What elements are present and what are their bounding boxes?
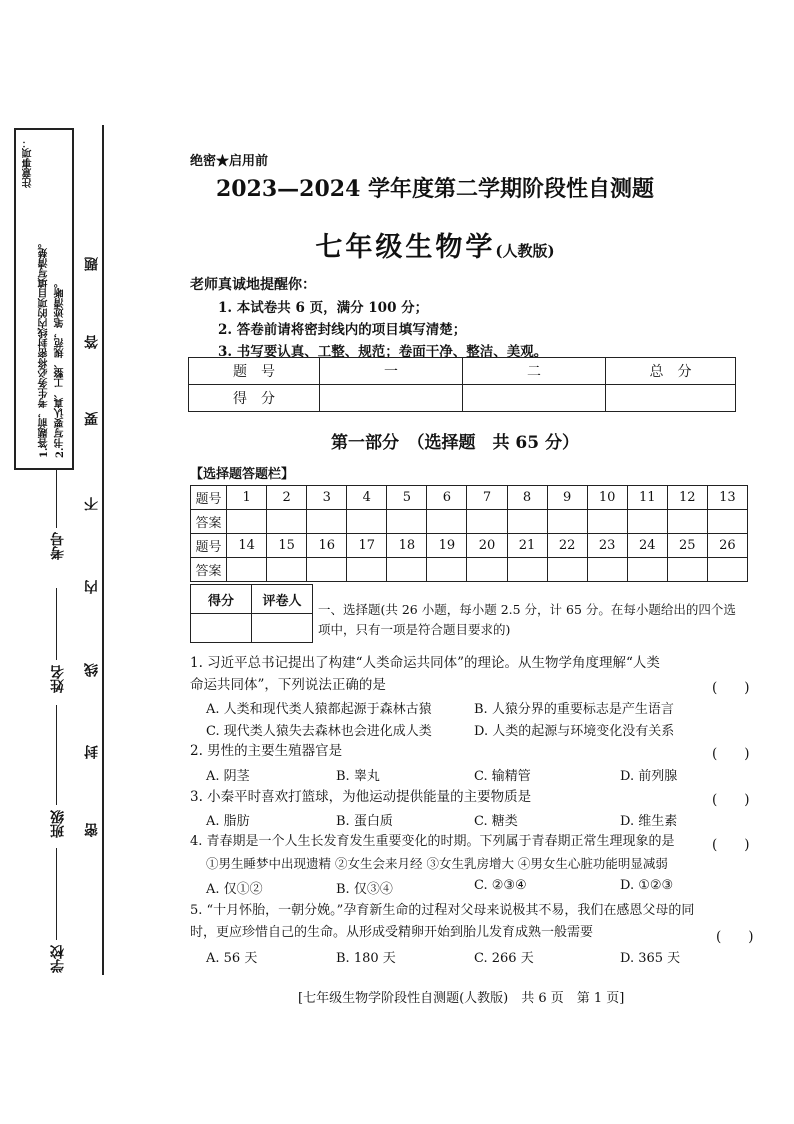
option-b: B. 睾丸 <box>336 769 380 784</box>
seal-char: 线 <box>84 663 100 677</box>
score-col-header: 一 <box>320 358 463 385</box>
seal-char: 题 <box>84 257 100 271</box>
edition-label: (人教版) <box>495 242 555 260</box>
option-b: B. 人猿分界的重要标志是产生语言 <box>474 702 674 717</box>
seal-char: 要 <box>84 412 100 426</box>
grid-qnum: 18 <box>387 534 427 558</box>
grid-qnum: 19 <box>427 534 467 558</box>
option-b: B. 仅③④ <box>336 882 393 897</box>
part1-instructions: 一、选择题(共 26 小题，每小题 2.5 分，计 65 分。在每小题给出的四个选项中，只有一项是符合题目要求的) <box>318 602 736 637</box>
answer-cell[interactable] <box>427 558 467 582</box>
grid-qnum: 4 <box>347 486 387 510</box>
answer-cell[interactable] <box>227 510 267 534</box>
grid-label: 题号 <box>191 486 227 510</box>
grid-label: 题号 <box>191 534 227 558</box>
answer-cell[interactable] <box>587 558 627 582</box>
section-title: 第一部分 （选择题 共 65 分） <box>331 433 579 453</box>
answer-cell[interactable] <box>587 510 627 534</box>
grid-qnum: 21 <box>507 534 547 558</box>
answer-cell[interactable] <box>387 510 427 534</box>
option-b: B. 180 天 <box>336 951 396 966</box>
option-a: A. 脂肪 <box>206 814 250 829</box>
class-label: 班级 <box>50 810 66 838</box>
grid-qnum: 5 <box>387 486 427 510</box>
answer-paren[interactable]: ( ) <box>712 792 750 808</box>
grader-name-cell[interactable] <box>252 614 313 643</box>
notice-line-2: 2.书写要认真、工整、规范，笔迹清晰。 <box>55 277 66 458</box>
option-c: C. ②③④ <box>474 878 527 893</box>
option-a: A. 56 天 <box>206 951 258 966</box>
grid-qnum: 3 <box>307 486 347 510</box>
confidential-mark: 绝密★启用前 <box>190 154 269 169</box>
answer-cell[interactable] <box>267 558 307 582</box>
school-blank[interactable] <box>56 848 57 940</box>
seal-char: 封 <box>84 745 100 759</box>
grid-qnum: 12 <box>667 486 707 510</box>
grid-label: 答案 <box>191 558 227 582</box>
grid-qnum: 23 <box>587 534 627 558</box>
grid-label: 答案 <box>191 510 227 534</box>
grid-qnum: 25 <box>667 534 707 558</box>
grid-qnum: 17 <box>347 534 387 558</box>
answer-cell[interactable] <box>387 558 427 582</box>
subject-name: 七年级生物学 <box>315 232 496 263</box>
answer-paren[interactable]: ( ) <box>712 837 750 853</box>
class-blank[interactable] <box>56 705 57 805</box>
question-stem: 4. 青春期是一个人生长发育发生重要变化的时期。下列属于青春期正常生理现象的是 <box>190 834 675 849</box>
seal-char: 密 <box>84 823 100 837</box>
question-stem: 3. 小秦平时喜欢打篮球，为他运动提供能量的主要物质是 <box>190 789 532 805</box>
grader-box <box>190 584 313 643</box>
option-d: D. 维生素 <box>620 814 678 829</box>
grid-qnum: 2 <box>267 486 307 510</box>
option-c: C. 糖类 <box>474 814 518 829</box>
answer-cell[interactable] <box>707 510 747 534</box>
option-c: C. 输精管 <box>474 769 531 784</box>
grid-qnum: 9 <box>547 486 587 510</box>
reminder-note: 1. 本试卷共 6 页，满分 100 分； <box>218 300 429 316</box>
answer-paren[interactable]: ( ) <box>716 929 754 945</box>
score-row-label: 题 号 <box>189 358 320 385</box>
notice-line-1: 1.答题前，考生务必将密封线内的项目填写清楚。 <box>39 237 50 458</box>
answer-grid-answer-row <box>191 558 748 582</box>
score-cell[interactable] <box>606 385 736 412</box>
option-b: B. 蛋白质 <box>336 814 393 829</box>
answer-cell[interactable] <box>667 558 707 582</box>
answer-cell[interactable] <box>347 510 387 534</box>
reminder-note: 3. 书写要认真、工整、规范；卷面干净、整洁、美观。 <box>218 344 548 360</box>
question-stem: 1. 习近平总书记提出了构建“人类命运共同体”的理论。从生物学角度理解“人类命运共同体”，下列说法正确的是 <box>190 655 660 693</box>
grid-qnum: 11 <box>627 486 667 510</box>
answer-cell[interactable] <box>507 558 547 582</box>
grid-qnum: 24 <box>627 534 667 558</box>
grid-qnum: 20 <box>467 534 507 558</box>
score-row-label: 得 分 <box>189 385 320 412</box>
answer-paren[interactable]: ( ) <box>712 746 750 762</box>
answer-cell[interactable] <box>267 510 307 534</box>
grid-qnum: 8 <box>507 486 547 510</box>
page-footer: [七年级生物学阶段性自测题(人教版) 共 6 页 第 1 页] <box>298 991 625 1006</box>
answer-paren[interactable]: ( ) <box>712 680 750 696</box>
option-c: C. 266 天 <box>474 951 534 966</box>
seal-char: 内 <box>84 580 100 594</box>
school-label: 学校 <box>50 945 66 973</box>
grid-qnum: 6 <box>427 486 467 510</box>
option-c: C. 现代类人猿失去森林也会进化成人类 <box>206 724 432 739</box>
answer-grid <box>190 485 748 582</box>
seal-char: 不 <box>84 497 100 511</box>
reminder-note: 2. 答卷前请将密封线内的项目填写清楚； <box>218 322 467 338</box>
grid-qnum: 10 <box>587 486 627 510</box>
reminder-heading: 老师真诚地提醒你： <box>190 277 316 293</box>
grid-qnum: 13 <box>707 486 747 510</box>
answer-bar-label: 【选择题答题栏】 <box>190 467 295 482</box>
grid-qnum: 1 <box>227 486 267 510</box>
answer-cell[interactable] <box>467 558 507 582</box>
notice-heading: 注意事项： <box>23 138 34 188</box>
option-d: D. 人类的起源与环境变化没有关系 <box>474 724 675 739</box>
option-d: D. 前列腺 <box>620 769 678 784</box>
question-stem: 5. “十月怀胎，一朝分娩。”孕育新生命的过程对父母来说极其不易，我们在感恩父母的同时，更应珍惜自己的生命。从形成受精卵开始到胎儿发育成熟一般需要 <box>190 903 695 940</box>
answer-grid-answer-row <box>191 510 748 534</box>
answer-cell[interactable] <box>227 558 267 582</box>
grid-qnum: 14 <box>227 534 267 558</box>
answer-cell[interactable] <box>707 558 747 582</box>
option-d: D. 365 天 <box>620 951 681 966</box>
grid-qnum: 26 <box>707 534 747 558</box>
option-a: A. 人类和现代类人猿都起源于森林古猿 <box>206 702 432 717</box>
name-blank[interactable] <box>56 588 57 660</box>
notice-box <box>14 128 74 470</box>
answer-cell[interactable] <box>547 558 587 582</box>
option-d: D. ①②③ <box>620 878 674 893</box>
answer-grid-qnum-row <box>191 486 748 510</box>
answer-cell[interactable] <box>627 558 667 582</box>
answer-cell[interactable] <box>467 510 507 534</box>
answer-cell[interactable] <box>507 510 547 534</box>
answer-grid-qnum-row <box>191 534 748 558</box>
seal-line <box>102 125 104 975</box>
score-col-header: 总 分 <box>606 358 736 385</box>
score-cell[interactable] <box>320 385 463 412</box>
grid-qnum: 15 <box>267 534 307 558</box>
exam-subtitle <box>270 225 600 264</box>
answer-cell[interactable] <box>547 510 587 534</box>
answer-cell[interactable] <box>667 510 707 534</box>
answer-cell[interactable] <box>627 510 667 534</box>
grid-qnum: 16 <box>307 534 347 558</box>
answer-cell[interactable] <box>427 510 467 534</box>
score-table <box>188 357 736 412</box>
answer-cell[interactable] <box>307 510 347 534</box>
exam-number-blank[interactable] <box>56 468 57 528</box>
option-a: A. 阴茎 <box>206 769 250 784</box>
grader-score-label: 得分 <box>191 585 252 614</box>
option-a: A. 仅①② <box>206 882 263 897</box>
question-stem: 2. 男性的主要生殖器官是 <box>190 743 343 759</box>
name-label: 姓名 <box>50 665 66 693</box>
seal-char: 答 <box>84 335 100 349</box>
answer-cell[interactable] <box>347 558 387 582</box>
grid-qnum: 7 <box>467 486 507 510</box>
score-cell[interactable] <box>463 385 606 412</box>
answer-cell[interactable] <box>307 558 347 582</box>
grader-name-label: 评卷人 <box>252 585 313 614</box>
score-col-header: 二 <box>463 358 606 385</box>
exam-title: 2023—2024 学年度第二学期阶段性自测题 <box>215 176 655 202</box>
statement-list: ①男生睡梦中出现遗精 ②女生会来月经 ③女生乳房增大 ④男女生心脏功能明显减弱 <box>206 856 668 871</box>
grid-qnum: 22 <box>547 534 587 558</box>
exam-number-label: 考号 <box>50 532 66 560</box>
grader-score-cell[interactable] <box>191 614 252 643</box>
